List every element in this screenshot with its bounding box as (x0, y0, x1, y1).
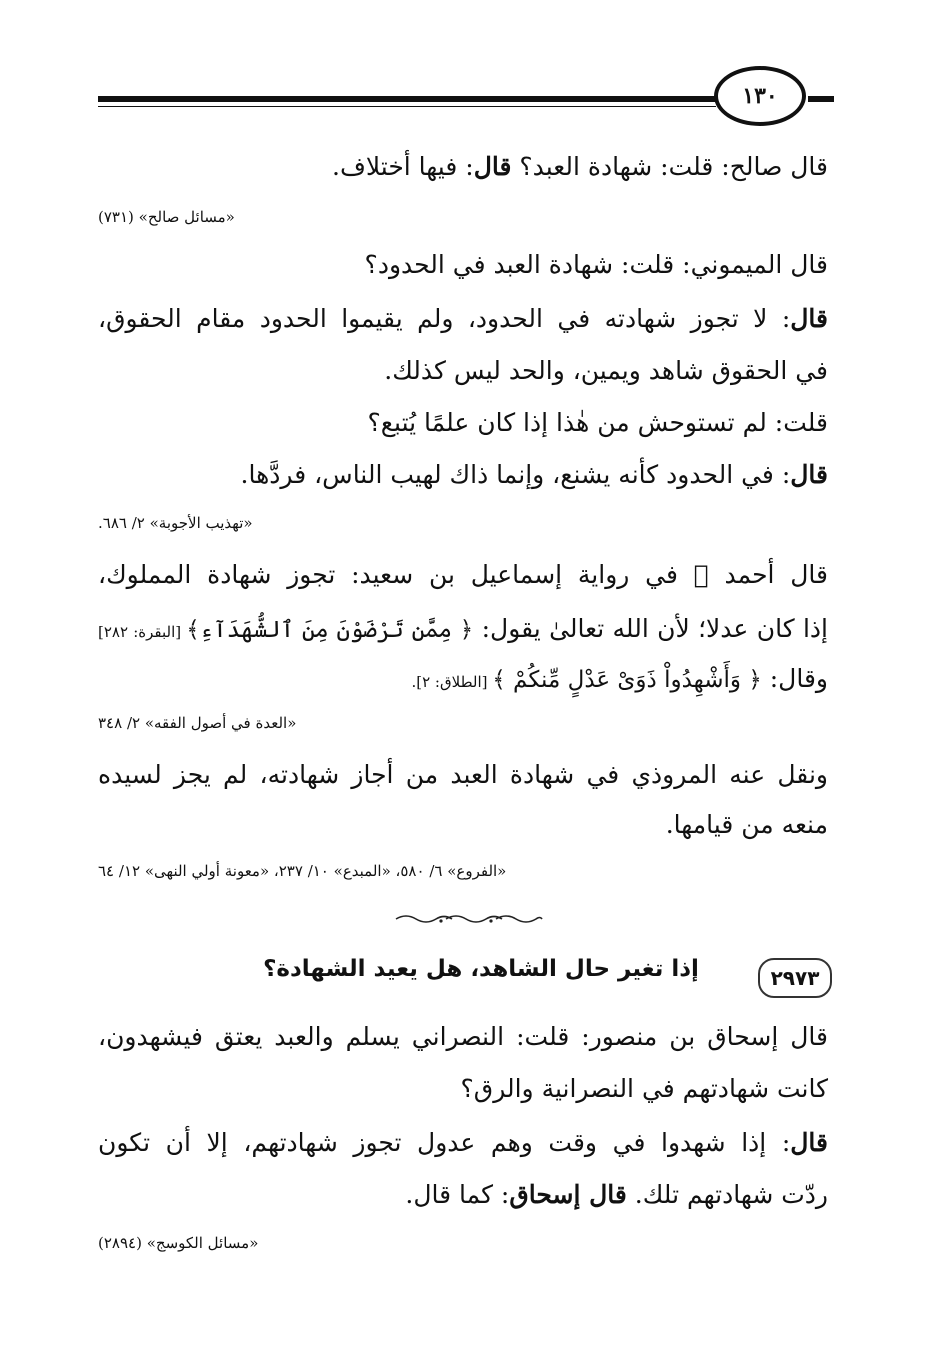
paragraph-line: قال أحمد ﷫ في رواية إسماعيل بن سعيد: تجوز شهادة المملوك، (98, 560, 828, 589)
text-run: قال صالح: قلت: شهادة العبد؟ (511, 152, 828, 181)
speaker-label: قال (790, 460, 828, 489)
issue-number-badge (758, 958, 832, 998)
speaker-label: قال (473, 152, 512, 181)
verse-reference: [الطلاق: ٢]. (411, 673, 493, 691)
text-run: : إذا شهدوا في وقت وهم عدول تجوز شهادتهم، إلا أن تكون (98, 1128, 791, 1157)
paragraph-line (405, 1180, 828, 1210)
citation: «الفروع» ٦/ ٥٨٠، «المبدع» ١٠/ ٢٣٧، «معونة أولي النهى» ١٢/ ٦٤ (98, 862, 507, 880)
text-run: : فيها أختلاف. (332, 152, 474, 181)
citation: «مسائل الكوسج» (٢٨٩٤) (98, 1234, 259, 1252)
citation: «مسائل صالح» (٧٣١) (98, 208, 235, 226)
text-run: وقال: (761, 664, 828, 693)
text-run: إذا كان عدلا؛ لأن الله تعالىٰ يقول: (473, 614, 828, 643)
paragraph-line: منعه من قيامها. (665, 810, 828, 839)
paragraph-line (98, 304, 828, 334)
paragraph-line: ونقل عنه المروذي في شهادة العبد من أجاز شهادته، لم يجز لسيده (98, 760, 828, 789)
paragraph-line (98, 1128, 828, 1158)
issue-number: ٢٩٧٣ (770, 966, 820, 990)
paragraph-line: في الحقوق شاهد ويمين، والحد ليس كذلك. (384, 356, 828, 385)
page-number-frame (714, 66, 806, 126)
section-heading: إذا تغير حال الشاهد، هل يعيد الشهادة؟ (263, 956, 699, 982)
text-run: : لا تجوز شهادته في الحدود، ولم يقيموا الحدود مقام الحقوق، (98, 304, 791, 333)
header-rule (98, 96, 716, 102)
paragraph-line (241, 460, 828, 490)
quran-verse: ﴿ مِمَّن تَرْضَوْنَ مِنَ ٱلشُّهَدَآءِ﴾ (186, 617, 474, 643)
verse-reference: [البقرة: ٢٨٢] (98, 623, 187, 641)
page-number: ١٣٠ (742, 83, 778, 109)
text-run: : في الحدود كأنه يشنع، وإنما ذاك لهيب الناس، فردَّها. (240, 460, 791, 489)
citation: «العدة في أصول الفقه» ٢/ ٣٤٨ (98, 714, 297, 732)
paragraph-line: قال الميموني: قلت: شهادة العبد في الحدود؟ (364, 250, 828, 279)
paragraph-line (411, 664, 828, 695)
speaker-label: قال إسحاق (509, 1180, 627, 1209)
paragraph-line: قلت: لم تستوحش من هٰذا إذا كان علمًا يُتبع؟ (367, 408, 828, 437)
speaker-label: قال (790, 304, 828, 333)
quran-verse: ﴿ وَأَشْهِدُواْ ذَوَىْ عَدْلٍ مِّنكُمْ ﴾ (492, 667, 762, 693)
header-rule-thin (98, 106, 716, 107)
header-rule-tail (808, 96, 834, 102)
text-run: ردّت شهادتهم تلك. (626, 1180, 828, 1209)
paragraph-line: كانت شهادتهم في النصرانية والرق؟ (460, 1074, 828, 1103)
text-run: : كما قال. (405, 1180, 510, 1209)
speaker-label: قال (790, 1128, 828, 1157)
paragraph-line (332, 152, 828, 182)
citation: «تهذيب الأجوبة» ٢/ ٦٨٦. (98, 514, 253, 532)
paragraph-line: قال إسحاق بن منصور: قلت: النصراني يسلم والعبد يعتق فيشهدون، (98, 1022, 828, 1051)
paragraph-line (98, 614, 828, 645)
ornament-divider (394, 912, 544, 926)
